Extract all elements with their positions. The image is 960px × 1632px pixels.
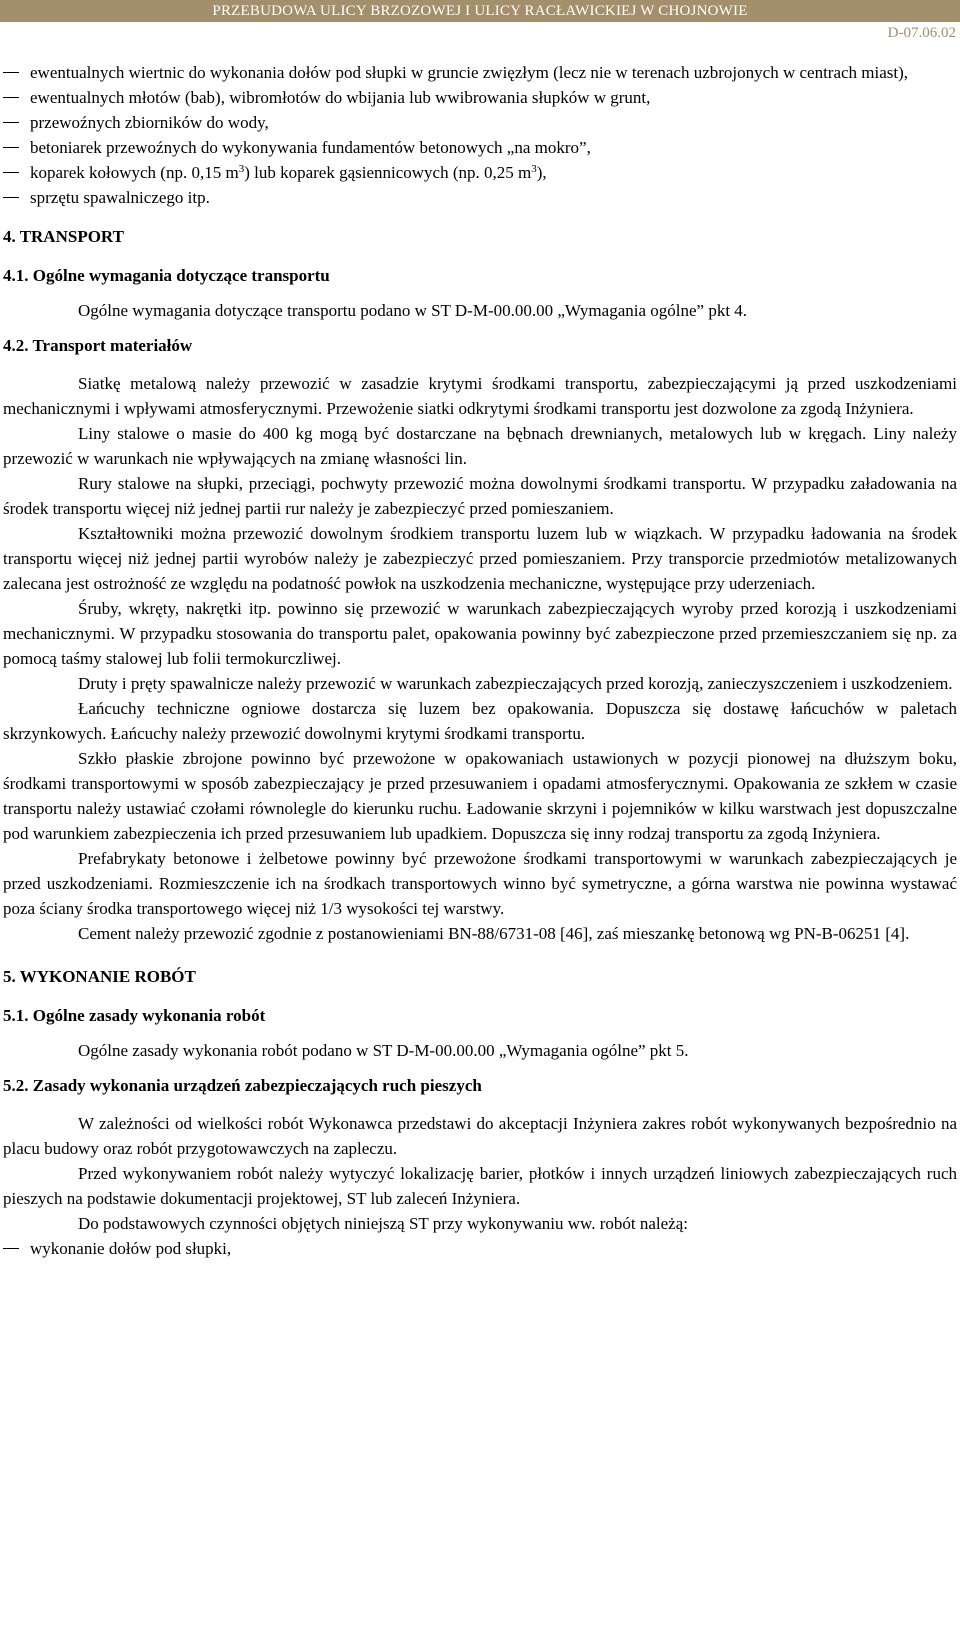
paragraph: Łańcuchy techniczne ogniowe dostarcza się luzem bez opakowania. Dopuszcza się dostawę łańcuchów w paletach skrzynkowych. Łańcuchy należy przewozić dowolnymi krytymi środkami transportu. (3, 699, 957, 743)
subsection-heading-5-2: 5.2. Zasady wykonania urządzeń zabezpieczających ruch pieszych (3, 1076, 482, 1095)
list-item: ewentualnych młotów (bab), wibromłotów do wbijania lub wwibrowania słupków w grunt, (3, 85, 957, 110)
header-title: PRZEBUDOWA ULICY BRZOZOWEJ I ULICY RACŁAWICKIEJ W CHOJNOWIE (212, 3, 748, 19)
dash-bullet-icon (3, 172, 19, 173)
list-item: betoniarek przewoźnych do wykonywania fundamentów betonowych „na mokro”, (3, 135, 957, 160)
equipment-list (3, 60, 957, 210)
list-item: ewentualnych wiertnic do wykonania dołów pod słupki w gruncie zwięzłym (lecz nie w terenach uzbrojonych w centrach miast), (3, 60, 957, 85)
paragraph: Do podstawowych czynności objętych niniejszą ST przy wykonywaniu ww. robót należą: (78, 1214, 688, 1233)
header-bar (0, 0, 960, 22)
paragraph: Śruby, wkręty, nakrętki itp. powinno się przewozić w warunkach zabezpieczających wyroby przed korozją i uszkodzeniami mechanicznymi. W przypadku stosowania do transportu palet, opakowania powinny być zabezpieczone przed przemieszczaniem się np. za pomocą taśmy stalowej lub folii termokurczliwej. (3, 599, 957, 668)
spec-code: D-07.06.02 (887, 25, 956, 41)
paragraph: Ogólne wymagania dotyczące transportu podano w ST D-M-00.00.00 „Wymagania ogólne” pkt 4. (78, 301, 748, 320)
list-item: koparek kołowych (np. 0,15 $m^3$) lub koparek gąsiennicowych (np. 0,25 $m^3$), (3, 160, 957, 185)
paragraph: Kształtowniki można przewozić dowolnym środkiem transportu luzem lub w wiązkach. W przypadku ładowania na środek transportu więcej niż jednej partii wyrobów należy je zabezpieczyć przed pomieszaniem. Przy transporcie przedmiotów metalizowanych zalecana jest ostrożność ze względu na podatność powłok na uszkodzenia mechaniczne, występujące przy uderzeniach. (3, 524, 957, 593)
document-body (3, 60, 957, 1261)
subsection-heading-4-2: 4.2. Transport materiałów (3, 336, 193, 355)
paragraph: W zależności od wielkości robót Wykonawca przedstawi do akceptacji Inżyniera zakres robót wykonywanych bezpośrednio na placu budowy oraz robót przygotowawczych na zapleczu. (3, 1114, 957, 1158)
subsection-heading-5-1: 5.1. Ogólne zasady wykonania robót (3, 1006, 266, 1025)
paragraph: Prefabrykaty betonowe i żelbetowe powinny być przewożone środkami transportowymi w warunkach zabezpieczających je przed uszkodzeniami. Rozmieszczenie ich na środkach transportowych winno być symetryczne, a górna warstwa nie powinna wystawać poza ściany środka transportowego więcej niż 1/3 wysokości tej warstwy. (3, 849, 957, 918)
list-item: sprzętu spawalniczego itp. (3, 185, 957, 210)
list-item: przewoźnych zbiorników do wody, (3, 110, 957, 135)
paragraph: Przed wykonywaniem robót należy wytyczyć lokalizację barier, płotków i innych urządzeń liniowych zabezpieczających ruch pieszych na podstawie dokumentacji projektowej, ST lub zaleceń Inżyniera. (3, 1164, 957, 1208)
paragraph: Cement należy przewozić zgodnie z postanowieniami BN-88/6731-08 [46], zaś mieszankę betonową wg PN-B-06251 [4]. (78, 924, 910, 943)
paragraph: Ogólne zasady wykonania robót podano w ST D-M-00.00.00 „Wymagania ogólne” pkt 5. (78, 1041, 689, 1060)
paragraph: Siatkę metalową należy przewozić w zasadzie krytymi środkami transportu, zabezpieczającymi ją przed uszkodzeniami mechanicznymi i wpływami atmosferycznymi. Przewożenie siatki odkrytymi środkami transportu jest dozwolone za zgodą Inżyniera. (3, 374, 957, 418)
section-heading-4: 4. TRANSPORT (3, 227, 124, 246)
paragraph: Szkło płaskie zbrojone powinno być przewożone w opakowaniach ustawionych w pozycji pionowej na dłuższym boku, środkami transportowymi w sposób zabezpieczający je przed przesuwaniem i opadami atmosferycznymi. Opakowania ze szkłem w czasie transportu należy ustawiać czołami równolegle do kierunku ruchu. Ładowanie skrzyni i pojemników w kilku warstwach jest dopuszczalne pod warunkiem zabezpieczenia ich przed przesuwaniem lub upadkiem. Dopuszcza się inny rodzaj transportu za zgodą Inżyniera. (3, 749, 957, 843)
paragraph: Liny stalowe o masie do 400 kg mogą być dostarczane na bębnach drewnianych, metalowych lub w kręgach. Liny należy przewozić w warunkach nie wpływających na zmianę własności lin. (3, 424, 957, 468)
dash-bullet-icon (3, 122, 19, 123)
paragraph: Rury stalowe na słupki, przeciągi, pochwyty przewozić można dowolnymi środkami transportu. W przypadku załadowania na środek transportu więcej niż jednej partii rur należy je zabezpieczyć przed pomieszaniem. (3, 474, 957, 518)
dash-bullet-icon (3, 97, 19, 98)
dash-bullet-icon (3, 197, 19, 198)
dash-bullet-icon (3, 147, 19, 148)
dash-bullet-icon (3, 72, 19, 73)
works-list (3, 1236, 957, 1261)
section-heading-5: 5. WYKONANIE ROBÓT (3, 967, 196, 986)
subsection-heading-4-1: 4.1. Ogólne wymagania dotyczące transportu (3, 266, 330, 285)
paragraph: Druty i pręty spawalnicze należy przewozić w warunkach zabezpieczających przed korozją, zanieczyszczeniem i uszkodzeniem. (78, 674, 953, 693)
dash-bullet-icon (3, 1248, 19, 1249)
list-item: wykonanie dołów pod słupki, (3, 1236, 957, 1261)
